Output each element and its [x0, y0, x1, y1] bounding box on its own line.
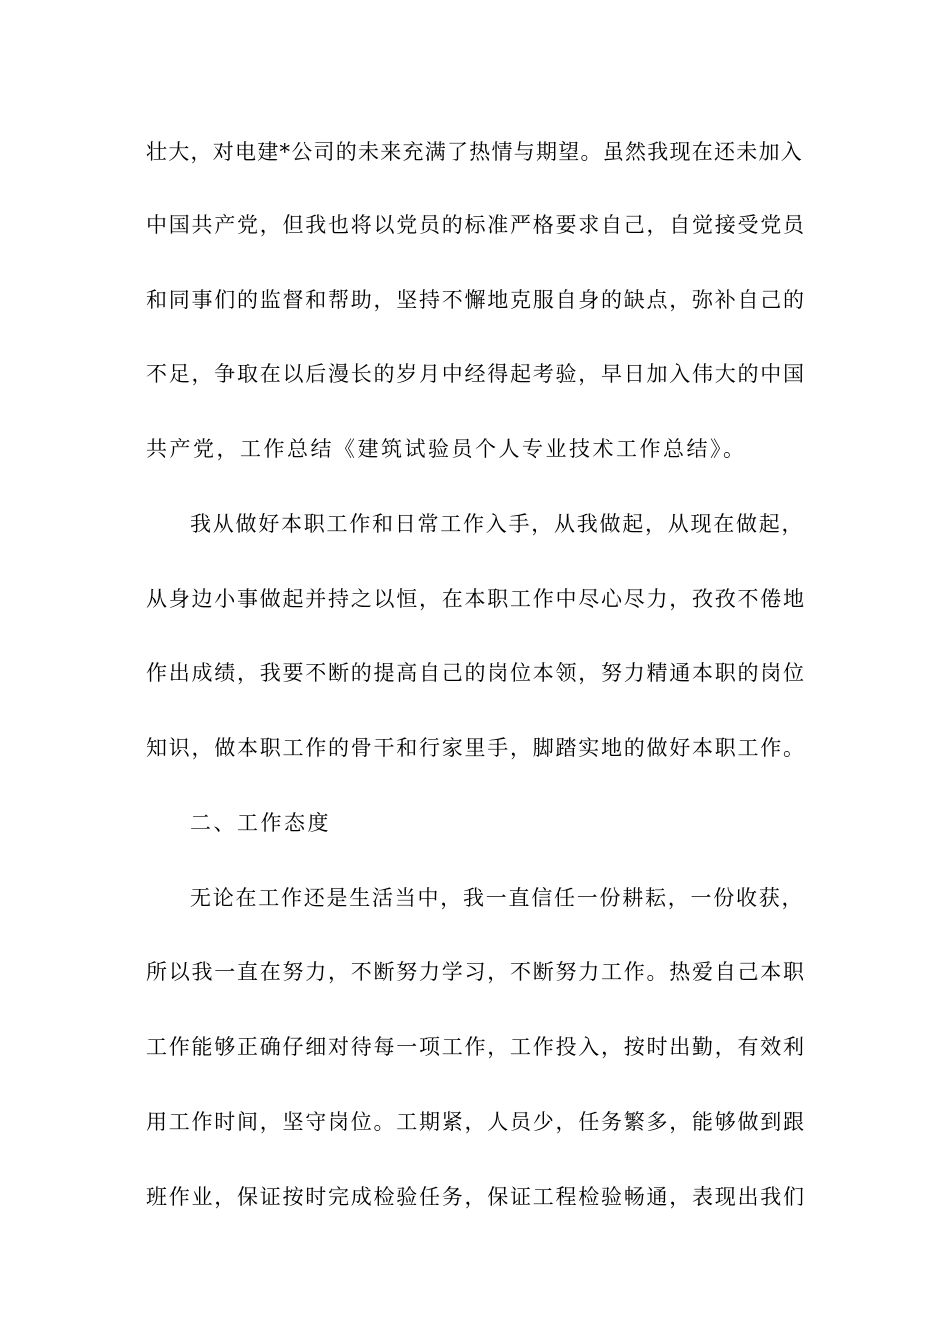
- paragraph-line: 工作能够正确仔细对待每一项工作，工作投入，按时出勤，有效利: [146, 1035, 806, 1059]
- section-heading: 二、工作态度: [190, 811, 331, 835]
- paragraph-line: 知识，做本职工作的骨干和行家里手，脚踏实地的做好本职工作。: [146, 736, 806, 760]
- paragraph-line: 和同事们的监督和帮助，坚持不懈地克服自身的缺点，弥补自己的: [146, 288, 806, 312]
- paragraph-line: 无论在工作还是生活当中，我一直信任一份耕耘，一份收获，: [190, 886, 805, 910]
- paragraph-line: 用工作时间，坚守岗位。工期紧，人员少，任务繁多，能够做到跟: [146, 1110, 806, 1134]
- paragraph-line: 共产党，工作总结《建筑试验员个人专业技术工作总结》。: [146, 437, 747, 461]
- paragraph-line: 我从做好本职工作和日常工作入手，从我做起，从现在做起，: [190, 512, 805, 536]
- paragraph-line: 从身边小事做起并持之以恒，在本职工作中尽心尽力，孜孜不倦地: [146, 587, 806, 611]
- paragraph-line: 不足，争取在以后漫长的岁月中经得起考验，早日加入伟大的中国: [146, 362, 806, 386]
- paragraph-line: 作出成绩，我要不断的提高自己的岗位本领，努力精通本职的岗位: [146, 661, 806, 685]
- paragraph-line: 班作业，保证按时完成检验任务，保证工程检验畅通，表现出我们: [146, 1185, 806, 1209]
- paragraph-line: 中国共产党，但我也将以党员的标准严格要求自己，自觉接受党员: [146, 213, 806, 237]
- paragraph-line: 所以我一直在努力，不断努力学习，不断努力工作。热爱自己本职: [146, 960, 806, 984]
- paragraph-line: 壮大，对电建*公司的未来充满了热情与期望。虽然我现在还未加入: [146, 140, 803, 164]
